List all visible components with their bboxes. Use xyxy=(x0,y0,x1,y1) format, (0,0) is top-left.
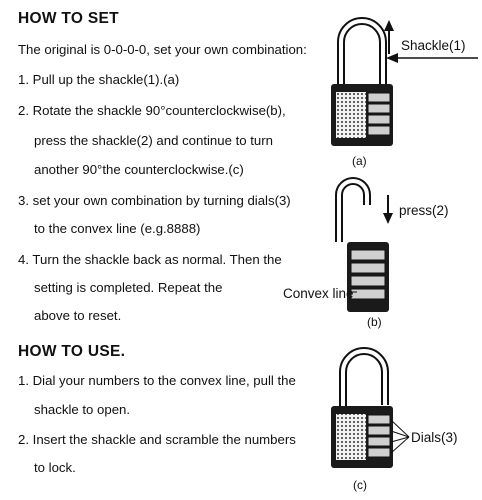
caption-a: (a) xyxy=(352,154,367,168)
use-step-1-text-cont: shackle to open. xyxy=(34,402,131,417)
step-1-text: 1. Pull up the shackle(1).(a) xyxy=(18,72,180,87)
caption-b: (b) xyxy=(367,315,382,329)
step-2-text-cont2: another 90°the counterclockwise.(c) xyxy=(34,162,244,177)
padlock-figure-a xyxy=(331,20,478,168)
left-arrow-icon xyxy=(386,53,398,63)
use-step-2-text: 2. Insert the shackle and scramble the numbers xyxy=(18,432,296,447)
dials-label: Dials(3) xyxy=(411,430,458,445)
how-to-set-heading: HOW TO SET xyxy=(18,10,119,27)
padlock-figure-c xyxy=(331,351,458,492)
dotted-panel xyxy=(336,414,366,460)
down-arrow-icon xyxy=(383,213,393,224)
use-step-1-text: 1. Dial your numbers to the convex line, pull the xyxy=(18,373,296,388)
press-label: press(2) xyxy=(399,203,449,218)
step-4-text-cont: setting is completed. Repeat the xyxy=(34,280,223,295)
dotted-panel xyxy=(336,92,366,138)
step-4-text-cont2: above to reset. xyxy=(34,308,122,323)
up-arrow-icon xyxy=(384,20,394,31)
intro-text: The original is 0-0-0-0, set your own combination: xyxy=(18,42,307,57)
use-step-2-text-cont: to lock. xyxy=(34,460,76,475)
padlock-figure-b xyxy=(283,181,449,329)
step-4-text: 4. Turn the shackle back as normal. Then the xyxy=(18,252,282,267)
step-2-text: 2. Rotate the shackle 90°counterclockwise(b), xyxy=(18,103,286,118)
caption-c: (c) xyxy=(353,478,367,492)
convex-line-label: Convex line xyxy=(283,286,354,301)
step-2-text-cont: press the shackle(2) and continue to turn xyxy=(34,133,273,148)
how-to-use-heading: HOW TO USE. xyxy=(18,343,126,360)
shackle-label: Shackle(1) xyxy=(401,38,466,53)
step-3-text: 3. set your own combination by turning dials(3) xyxy=(18,193,291,208)
step-3-text-cont: to the convex line (e.g.8888) xyxy=(34,221,201,236)
